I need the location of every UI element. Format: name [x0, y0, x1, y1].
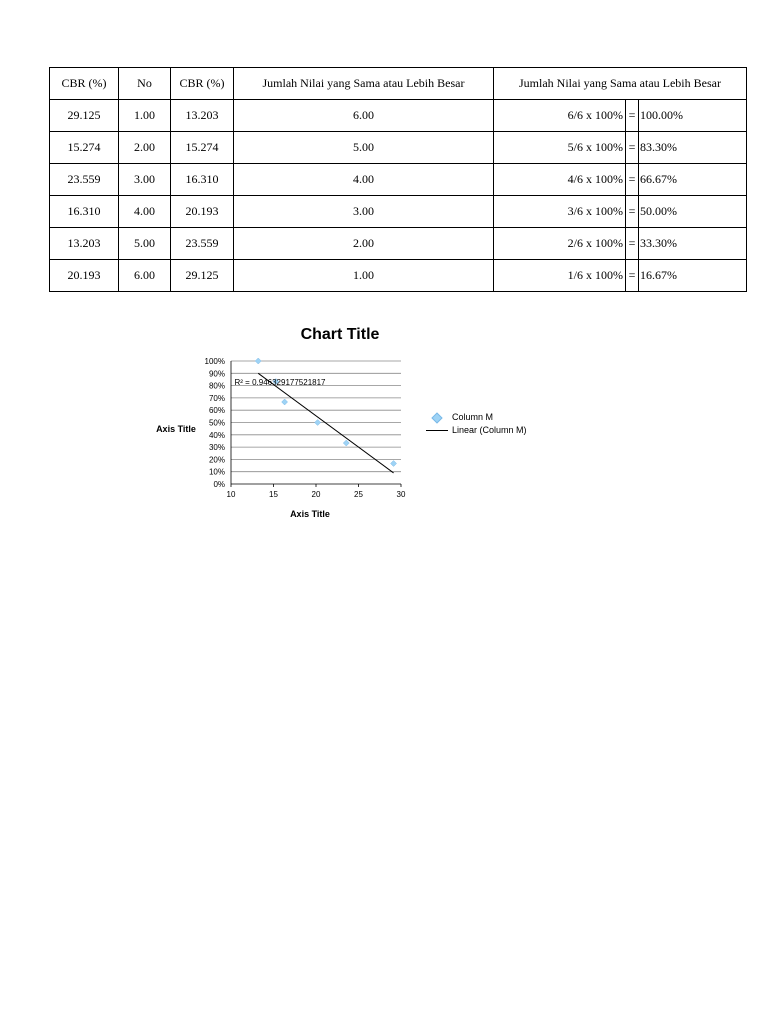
- y-tick-label: 60%: [208, 406, 225, 416]
- cell-cbr-sorted[interactable]: 15.274: [171, 132, 234, 164]
- chart-title: Chart Title: [300, 326, 380, 343]
- cell-cbr-sorted[interactable]: 13.203: [171, 100, 234, 132]
- line-marker-icon: [426, 425, 448, 435]
- cell-fraction[interactable]: 6/6 x 100%: [494, 100, 626, 132]
- cell-cbr-sorted[interactable]: 20.193: [171, 196, 234, 228]
- cell-fraction[interactable]: 2/6 x 100%: [494, 228, 626, 260]
- cell-equals[interactable]: =: [626, 132, 639, 164]
- y-tick-label: 0%: [213, 480, 225, 489]
- cell-fraction[interactable]: 5/6 x 100%: [494, 132, 626, 164]
- cell-fraction[interactable]: 1/6 x 100%: [494, 260, 626, 292]
- legend-trendline-label: Linear (Column M): [452, 424, 527, 435]
- cell-count[interactable]: 4.00: [234, 164, 494, 196]
- cell-cbr[interactable]: 20.193: [50, 260, 119, 292]
- y-tick-label: 100%: [204, 357, 225, 366]
- header-cbr[interactable]: CBR (%): [50, 68, 119, 100]
- data-point: [391, 460, 397, 466]
- y-tick-label: 80%: [208, 381, 225, 391]
- cell-cbr[interactable]: 16.310: [50, 196, 119, 228]
- cell-cbr[interactable]: 13.203: [50, 228, 119, 260]
- cell-cbr[interactable]: 29.125: [50, 100, 119, 132]
- legend-item-series: [426, 410, 527, 423]
- cell-equals[interactable]: =: [626, 100, 639, 132]
- cell-cbr-sorted[interactable]: 23.559: [171, 228, 234, 260]
- cell-fraction[interactable]: 4/6 x 100%: [494, 164, 626, 196]
- data-point: [315, 420, 321, 426]
- cell-count[interactable]: 5.00: [234, 132, 494, 164]
- cell-equals[interactable]: =: [626, 260, 639, 292]
- y-tick-label: 30%: [208, 443, 225, 453]
- cell-percent[interactable]: 33.30%: [639, 228, 747, 260]
- x-tick-label: 25: [354, 490, 363, 499]
- legend-item-trendline: [426, 423, 527, 436]
- diamond-marker-icon: [426, 412, 448, 422]
- header-percent[interactable]: Jumlah Nilai yang Sama atau Lebih Besar: [494, 68, 747, 100]
- header-count[interactable]: Jumlah Nilai yang Sama atau Lebih Besar: [234, 68, 494, 100]
- trendline: [258, 373, 393, 473]
- y-tick-label: 70%: [208, 393, 225, 403]
- cell-percent[interactable]: 66.67%: [639, 164, 747, 196]
- data-point: [282, 399, 288, 405]
- cell-count[interactable]: 6.00: [234, 100, 494, 132]
- cell-count[interactable]: 3.00: [234, 196, 494, 228]
- data-point: [343, 440, 349, 446]
- y-axis-title: Axis Title: [156, 424, 196, 434]
- y-tick-label: 10%: [208, 467, 225, 477]
- cell-count[interactable]: 1.00: [234, 260, 494, 292]
- chart-legend: [426, 410, 527, 436]
- cell-no[interactable]: 3.00: [119, 164, 171, 196]
- cell-percent[interactable]: 16.67%: [639, 260, 747, 292]
- cell-equals[interactable]: =: [626, 196, 639, 228]
- cell-percent[interactable]: 100.00%: [639, 100, 747, 132]
- cell-percent[interactable]: 83.30%: [639, 132, 747, 164]
- cell-cbr-sorted[interactable]: 16.310: [171, 164, 234, 196]
- header-cbr-sorted[interactable]: CBR (%): [171, 68, 234, 100]
- cell-count[interactable]: 2.00: [234, 228, 494, 260]
- x-tick-label: 20: [311, 490, 321, 499]
- data-point: [255, 358, 261, 364]
- y-tick-label: 40%: [208, 430, 225, 440]
- cell-fraction[interactable]: 3/6 x 100%: [494, 196, 626, 228]
- cell-equals[interactable]: =: [626, 228, 639, 260]
- y-tick-label: 50%: [208, 418, 225, 428]
- r-squared-label: R² = 0.946329177521817: [234, 378, 326, 388]
- cell-no[interactable]: 2.00: [119, 132, 171, 164]
- cell-no[interactable]: 6.00: [119, 260, 171, 292]
- y-tick-label: 90%: [208, 369, 225, 379]
- legend-series-label: Column M: [452, 411, 494, 422]
- cell-no[interactable]: 5.00: [119, 228, 171, 260]
- x-tick-label: 30: [396, 490, 406, 499]
- x-tick-label: 15: [269, 490, 278, 499]
- x-tick-label: 10: [226, 490, 236, 499]
- header-no[interactable]: No: [119, 68, 171, 100]
- cell-cbr[interactable]: 23.559: [50, 164, 119, 196]
- x-axis-title: Axis Title: [290, 509, 330, 519]
- cell-no[interactable]: 1.00: [119, 100, 171, 132]
- y-tick-label: 20%: [208, 455, 225, 465]
- cell-no[interactable]: 4.00: [119, 196, 171, 228]
- cell-cbr-sorted[interactable]: 29.125: [171, 260, 234, 292]
- cell-cbr[interactable]: 15.274: [50, 132, 119, 164]
- cell-equals[interactable]: =: [626, 164, 639, 196]
- cell-percent[interactable]: 50.00%: [639, 196, 747, 228]
